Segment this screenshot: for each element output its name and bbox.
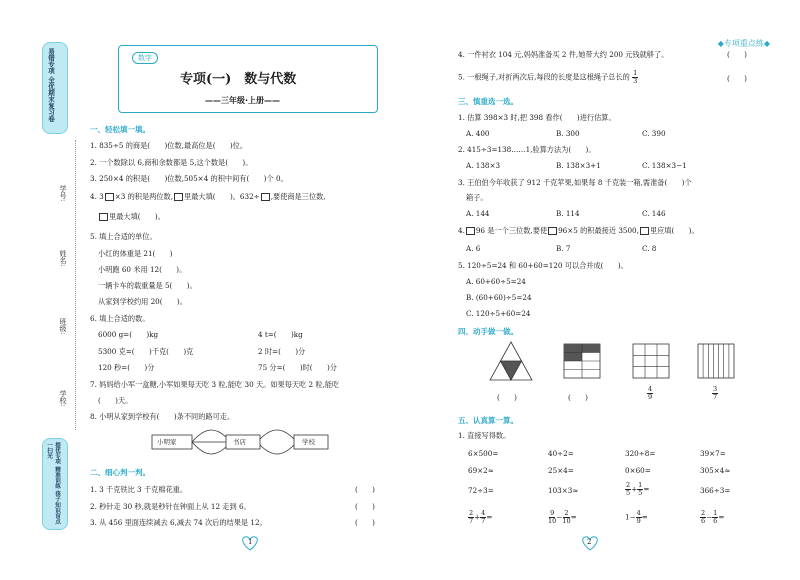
blank-box[interactable] [548, 227, 557, 235]
blank-grid-figure[interactable] [632, 343, 670, 379]
s1-q5c: 一辆卡车的载重量是 5( )。 [98, 281, 197, 290]
s2-q2: 2. 秒针走 30 秒,就是秒针在钟面上从 12 走到 6。 [90, 502, 251, 511]
s1-q6-r2b: 2 时=( )分 [258, 347, 306, 356]
section-5-title: 五、认真算一算。 [458, 416, 518, 425]
s1-q6-r1b: 4 t=( )kg [258, 330, 303, 339]
s3-q4-c: 96×5 的积最接近 3500, [558, 226, 639, 235]
s3-q3b: 箱子。 [466, 193, 488, 202]
s1-q4-c: 里最大填( )。632÷ [184, 192, 260, 201]
s1-q5a: 小红的体重是 21( ) [98, 249, 173, 258]
s3-q4-b-opt[interactable]: B. 7 [556, 244, 571, 253]
page-number: 1 [248, 538, 253, 546]
s3-q4 [458, 226, 699, 236]
s3-q3-b[interactable]: B. 114 [556, 209, 580, 218]
section-2-title: 二、细心判一判。 [90, 468, 150, 477]
s2-q5 [458, 70, 638, 85]
grid-figure [563, 343, 601, 379]
s1-q4-b: ×3 的积是两位数, [114, 192, 174, 201]
fraction: $\frac{3}{7}$ [713, 385, 718, 401]
blank-stripes-figure[interactable] [697, 343, 735, 379]
s1-q2: 2. 一个数除以 6,商和余数都是 5,这个数是( )。 [90, 158, 253, 167]
fraction: $\frac{4}{9}$ [648, 385, 653, 401]
s1-q6-r1a: 6000 g=( )kg [98, 330, 159, 339]
page-number: 2 [587, 538, 592, 546]
s2-q5-text: 5. 一根绳子,对折两次后,每段的长度是这根绳子总长的 [458, 72, 630, 82]
calc: 6×500= [468, 449, 499, 458]
title-badge: 数学 [132, 52, 158, 64]
calc: 25×4= [548, 466, 574, 475]
s3-q1-a[interactable]: A. 400 [466, 129, 490, 138]
map-school: 学校 [302, 438, 315, 446]
s1-q8: 8. 小明从家到学校有( )条不同的路可走。 [90, 412, 235, 421]
triangle-figure [488, 340, 534, 382]
s1-q5: 5. 填上合适的单位。 [90, 232, 157, 241]
s1-q6-r2a: 5300 克=( )千克( )克 [98, 347, 194, 356]
s3-q2-b[interactable]: B. 138×3+1 [556, 161, 601, 170]
s3-q1-c[interactable]: C. 390 [642, 129, 666, 138]
s3-q4-a: 4. [458, 226, 465, 235]
s2-q1: 1. 3 千克铁比 3 千克棉花重。 [90, 485, 188, 494]
calc-frac: $\frac{9}{10}$ − $\frac{2}{10}$ = [548, 509, 577, 525]
calc: 103×3≈ [548, 486, 579, 495]
answer-paren[interactable]: ( ) [355, 502, 375, 511]
s1-q5b: 小明跑 60 米用 12( )。 [98, 265, 187, 274]
s3-q4-b: 96 是一个三位数,要使 [475, 226, 548, 235]
s3-q4-d: 里应填( )。 [649, 226, 699, 235]
blank-box[interactable] [261, 193, 270, 201]
s1-q4-a: 4. 3 [90, 192, 104, 201]
binding-line [75, 140, 76, 430]
fraction: $\frac{1}{3}$ [633, 69, 638, 85]
s3-q3-c[interactable]: C. 146 [642, 209, 666, 218]
field-student-number: 学号: [59, 185, 67, 202]
answer-paren[interactable]: ( ) [568, 393, 588, 402]
s3-q5-c[interactable]: C. 120÷5+60=24 [466, 309, 531, 318]
calc: 40÷2= [548, 449, 574, 458]
calc: 72÷3= [468, 486, 494, 495]
blank-box[interactable] [99, 213, 108, 221]
s3-q3a: 3. 王伯伯今年收获了 912 千克苹果,如果每 8 千克装一箱,需准备( )个 [458, 178, 692, 187]
answer-paren[interactable]: ( ) [727, 74, 747, 83]
calc: 320÷8= [625, 449, 656, 458]
calc: 366÷3= [700, 486, 731, 495]
s1-q4-cont [98, 212, 165, 222]
s5-q1: 1. 直接写得数。 [458, 431, 511, 440]
section-4-title: 四、动手做一做。 [458, 327, 518, 336]
s3-q5-a[interactable]: A. 60+60÷5=24 [466, 277, 526, 286]
s3-q4-c-opt[interactable]: C. 8 [642, 244, 657, 253]
s3-q5-b[interactable]: B. (60+60)÷5=24 [466, 293, 532, 302]
s1-q5d: 从家到学校约用 20( )。 [98, 297, 187, 306]
calc-frac: $\frac{2}{7}$ + $\frac{4}{7}$ = [469, 509, 493, 525]
s3-q3-a[interactable]: A. 144 [466, 209, 490, 218]
s1-q6-r3b: 75 分=( )时( )分 [258, 363, 337, 372]
answer-paren[interactable]: ( ) [727, 50, 747, 59]
header-tag: ◆专项重点练◆ [717, 39, 770, 48]
field-school: 学校: [59, 390, 67, 407]
section-3-title: 三、慎重选一选。 [458, 97, 518, 106]
calc-frac: 1− $\frac{4}{9}$ = [625, 509, 648, 525]
blank-box[interactable] [174, 193, 183, 201]
s1-q7b: ( )天。 [98, 396, 133, 405]
calc-frac: $\frac{2}{5}$ + $\frac{1}{5}$ = [626, 481, 650, 497]
s1-q4 [90, 192, 326, 202]
s2-q4: 4. 一件衬衣 104 元,妈妈准备买 2 件,她带大约 200 元钱就够了。 [458, 50, 669, 59]
s2-q3: 3. 从 456 里面连续减去 6,减去 74 次后的结果是 12。 [90, 518, 267, 527]
page-subtitle: ——三年级·上册—— [205, 96, 281, 105]
s3-q5: 5. 120÷5=24 和 60+60=120 可以合并成( )。 [458, 261, 628, 270]
calc: 305×4≈ [700, 466, 731, 475]
s3-q1-b[interactable]: B. 300 [556, 129, 580, 138]
field-class: 班级: [59, 318, 67, 335]
map-bookstore: 书店 [233, 438, 246, 446]
blank-box[interactable] [105, 193, 114, 201]
s3-q1: 1. 估算 398×3 时,把 398 看作( )进行估算。 [458, 113, 616, 122]
blank-box[interactable] [640, 227, 649, 235]
calc: 39×7= [700, 449, 726, 458]
s1-q6-r3a: 120 秒=( )分 [98, 363, 155, 372]
blank-box[interactable] [466, 227, 475, 235]
answer-paren[interactable]: ( ) [355, 485, 375, 494]
s1-q4-e: 里最大填( )。 [109, 212, 165, 221]
s3-q2: 2. 415÷3=138……1,验算方法为( )。 [458, 145, 596, 154]
sidebar-bottom-label: 提优专项 精准训练 孩子知识盲点一扫光 [46, 442, 60, 525]
calc: 69×2≈ [468, 466, 494, 475]
calc-frac: $\frac{2}{6}$ − $\frac{1}{6}$ = [701, 509, 725, 525]
map-home: 小明家 [157, 438, 177, 446]
s1-q3: 3. 250×4 的积是( )位数,505×4 的积中间有( )个 0。 [90, 174, 288, 183]
answer-paren[interactable]: ( ) [355, 518, 375, 527]
calc: 0×60= [625, 466, 651, 475]
section-1-title: 一、轻松填一填。 [90, 125, 150, 134]
s1-q6: 6. 填上合适的数。 [90, 314, 150, 323]
sidebar-top-label: 易错专项 全优期末复习卷 [47, 48, 55, 122]
answer-paren[interactable]: ( ) [497, 393, 517, 402]
s3-q2-a[interactable]: A. 138×3 [466, 161, 501, 170]
s3-q4-a-opt[interactable]: A. 6 [466, 244, 481, 253]
s1-q1: 1. 835÷5 的商是( )位数,最高位是( )位。 [90, 141, 248, 150]
s3-q2-c[interactable]: C. 138×3−1 [642, 161, 687, 170]
s1-q7a: 7. 妈妈给小军一盒糖,小军如果每天吃 3 粒,能吃 30 天。如果每天吃 2 粒,能吃 [90, 380, 340, 389]
page-title: 专项(一) 数与代数 [180, 72, 297, 87]
field-name: 姓名: [59, 250, 67, 267]
s1-q4-d: ,要使商是三位数, [270, 192, 326, 201]
